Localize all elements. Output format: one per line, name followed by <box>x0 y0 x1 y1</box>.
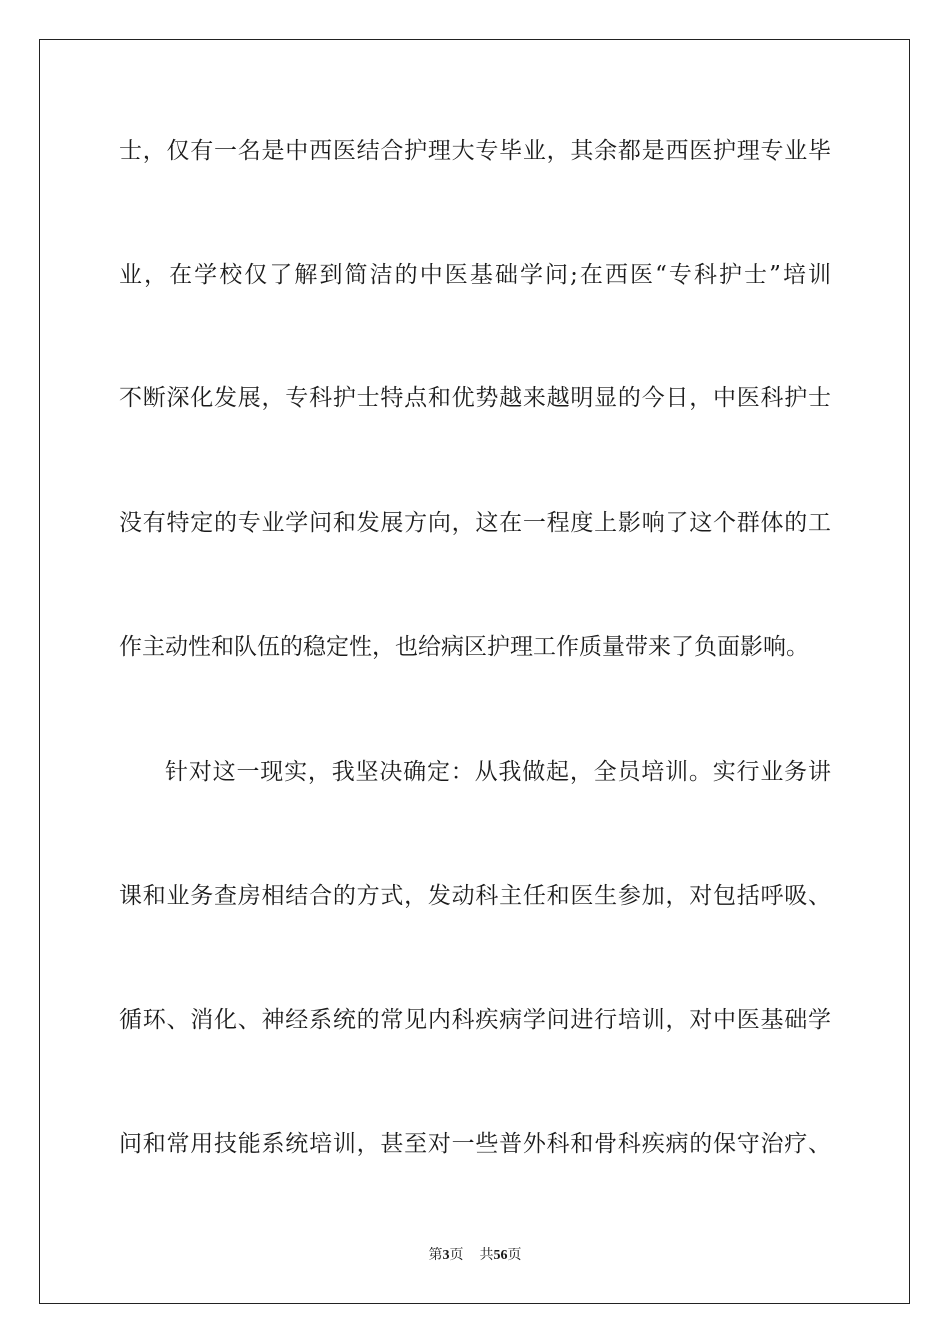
footer-total-pages: 56 <box>493 1248 508 1263</box>
footer-page-prefix: 第 <box>428 1247 443 1263</box>
body-line: 业，在学校仅了解到简洁的中医基础学问;在西医“专科护士”培训 <box>119 262 831 288</box>
footer-total-prefix: 共 <box>479 1247 494 1263</box>
footer-page-suffix: 页 <box>449 1247 464 1263</box>
footer-page-number: 3 <box>442 1248 450 1263</box>
paragraph-first-line: 针对这一现实，我坚决确定：从我做起，全员培训。实行业务讲 <box>165 759 831 785</box>
body-line: 课和业务查房相结合的方式，发动科主任和医生参加，对包括呼吸、 <box>119 883 831 909</box>
page-footer <box>0 1244 950 1264</box>
body-line: 问和常用技能系统培训，甚至对一些普外科和骨科疾病的保守治疗、 <box>119 1131 831 1157</box>
body-line: 士，仅有一名是中西医结合护理大专毕业，其余都是西医护理专业毕 <box>119 138 831 164</box>
body-line: 不断深化发展，专科护士特点和优势越来越明显的今日，中医科护士 <box>119 385 831 411</box>
body-line: 作主动性和队伍的稳定性，也给病区护理工作质量带来了负面影响。 <box>119 634 809 660</box>
body-line: 循环、消化、神经系统的常见内科疾病学问进行培训，对中医基础学 <box>119 1007 831 1033</box>
page-border <box>39 39 910 1304</box>
body-line: 没有特定的专业学问和发展方向，这在一程度上影响了这个群体的工 <box>119 510 831 536</box>
footer-total-suffix: 页 <box>507 1247 522 1263</box>
